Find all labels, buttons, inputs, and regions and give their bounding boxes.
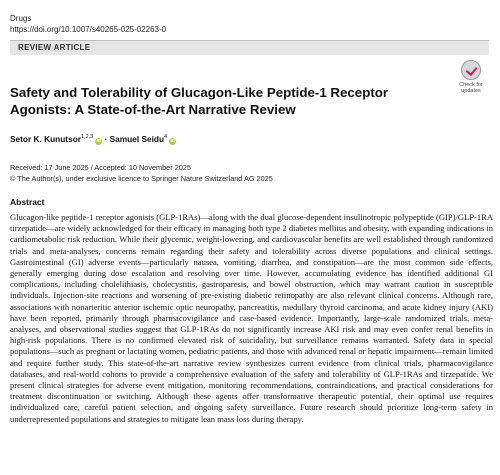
article-type-label: REVIEW ARTICLE [18,43,91,52]
copyright-notice: © The Author(s), under exclusive licence to Springer Nature Switzerland AG 2025 [10,174,273,183]
orcid-icon[interactable]: id [96,138,101,144]
author-separator: · [104,134,110,144]
received-accepted-dates: Received: 17 June 2025 / Accepted: 10 November 2025 [10,163,191,172]
author-list [10,134,176,145]
author-affiliation: 4 [164,134,168,141]
checkmark-icon [461,60,481,80]
orcid-icon[interactable]: id [170,138,175,144]
abstract-heading: Abstract [10,197,45,207]
author-name[interactable]: Samuel Seidu [109,134,165,144]
article-title: Safety and Tolerability of Glucagon-Like Peptide-1 Receptor Agonists: A State-of-the-Art Narrative Review [10,85,389,117]
author-name[interactable]: Setor K. Kunutsor [10,134,81,144]
abstract-text: Glucagon-like peptide-1 receptor agonists (GLP-1RAs)—along with the dual glucose-dependent insulinotropic polypeptide (GIP)/GLP-1RA tirzepatide—are widely acknowledged for their efficacy in managing both type 2 diabetes mellitus and obesity, with expanding indications in cardiometabolic risk reduction. While their glycemic, weight-lowering, and cardiovascular benefits are well established through randomized trials and meta-analyses, concerns remain regarding their safety and tolerability across diverse populations and clinical settings. Gastrointestinal (GI) adverse events—particularly nausea, vomiting, diarrhea, and constipation—are the most common side effects, generally emerging during dose escalation and resolving over time. However, accumulating evidence has identified additional GI complications, including cholelithiasis, cholecystitis, gastroparesis, and bowel obstruction, which may warrant caution in susceptible individuals. Injection-site reactions and worsening of pre-existing diabetic retinopathy are also relevant clinical concerns. Although rare, associations with nonarteritic anterior ischemic optic neuropathy, pancreatitis, medullary thyroid carcinoma, and acute kidney injury (AKI) have been reported, primarily through pharmacovigilance and case-based evidence. Importantly, large-scale randomized trials, meta-analyses, and observational studies suggest that GLP-1RAs do not significantly increase AKI risk and may even confer renal benefits in high-risk populations. There is no confirmed elevated risk of suicidality, but surveillance remains warranted. Safety data in special populations—such as pregnant or lactating women, pediatric patients, and those with advanced renal or hepatic impairment—remain limited and require further study. This state-of-the-art narrative review synthesizes current evidence from clinical trials, pharmacovigilance databases, and real-world cohorts to provide a comprehensive evaluation of the safety and tolerability of GLP-1RAs and tirzepatide. We present clinical strategies for adverse event mitigation, monitoring recommendations, contraindications, and practical considerations for treatment discontinuation or switching. Although these agents offer transformative therapeutic potential, their optimal use requires individualized care, careful patient selection, and ongoing safety surveillance. Future research should prioritize long-term safety in underrepresented populations and strategies to mitigate lean mass loss during therapy. [10,212,493,424]
author-affiliation: 1,2,3 [81,134,94,141]
journal-name: Drugs [10,14,32,23]
check-updates-label: Check for updates [459,82,483,94]
article-type-bar [10,40,489,55]
doi-link[interactable]: https://doi.org/10.1007/s40265-025-02263-0 [10,25,167,34]
check-updates-badge[interactable] [452,60,490,94]
